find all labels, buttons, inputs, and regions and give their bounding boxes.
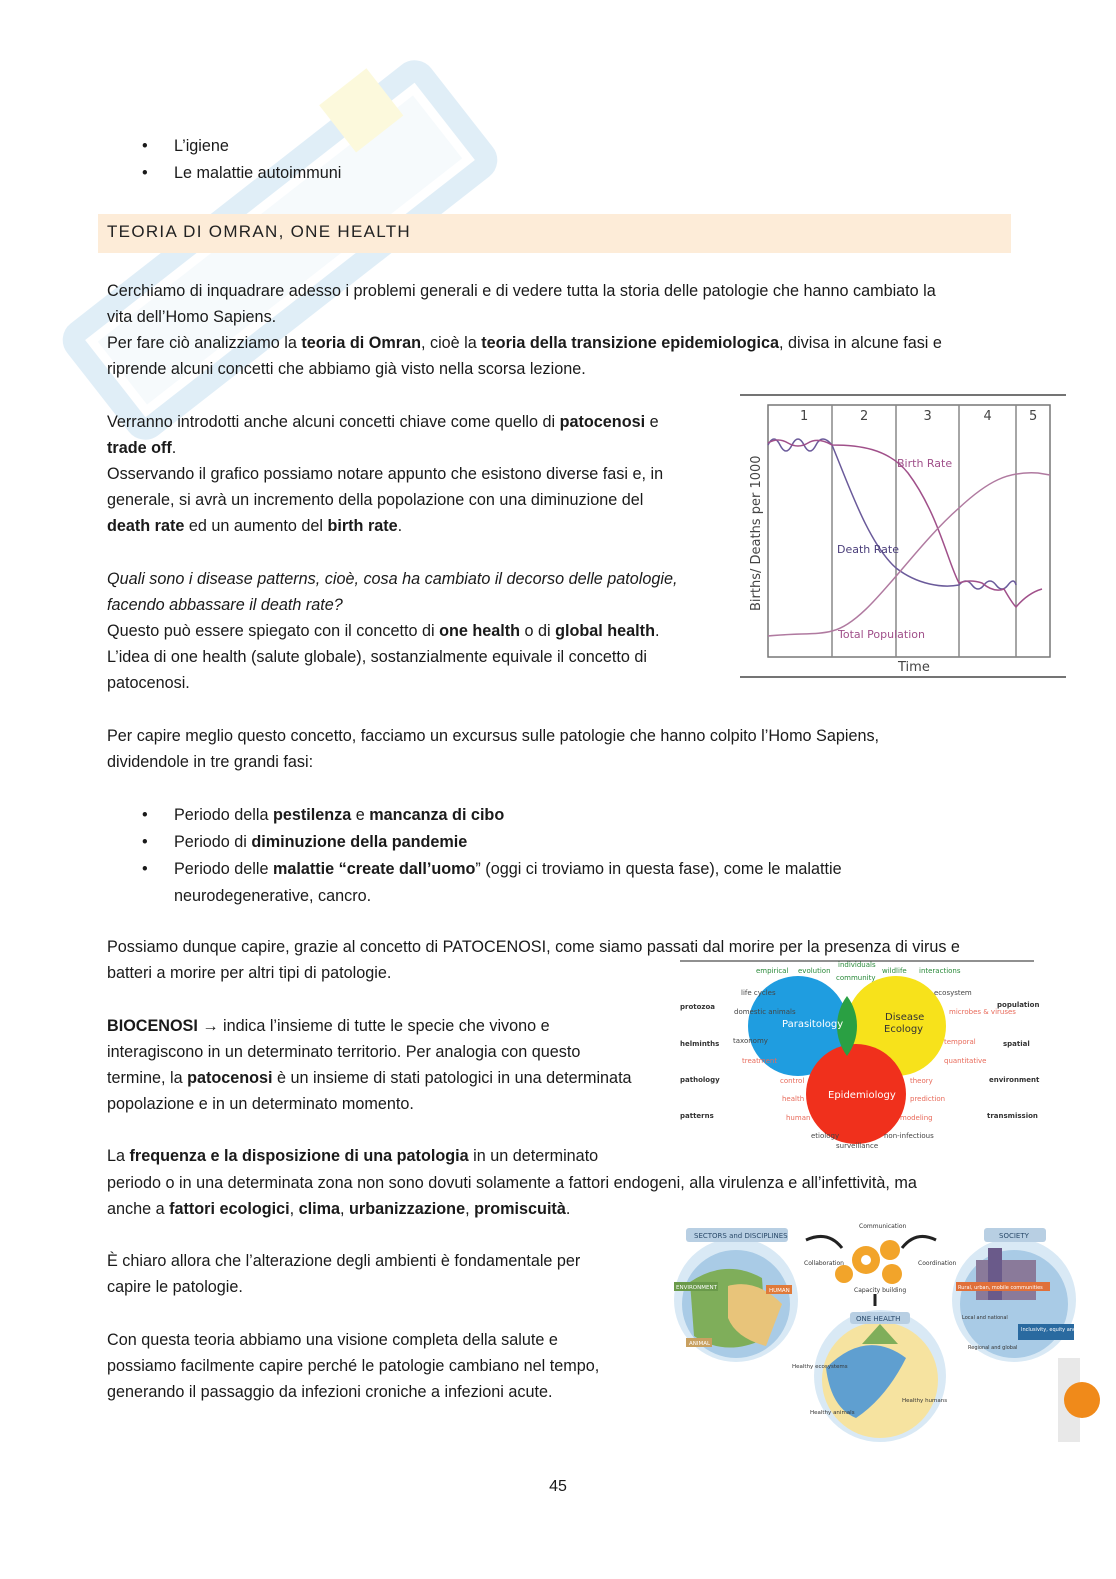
paragraph-onehealth-line1: Questo può essere spiegato con il concetto di one health o di global health. <box>107 622 660 640</box>
venn-left-patterns: patterns <box>680 1112 714 1120</box>
venn-control: control <box>780 1077 805 1085</box>
paragraph-biocenosi-line1: BIOCENOSI → indica l’insieme di tutte le specie che vivono e <box>107 1017 550 1035</box>
paragraph-biocenosi-line4: popolazione e in un determinato momento. <box>107 1095 414 1113</box>
venn-temporal: temporal <box>944 1038 976 1046</box>
label-communication: Communication <box>859 1223 907 1230</box>
venn-health: health <box>782 1095 805 1103</box>
venn-life-cycles: life cycles <box>741 989 776 997</box>
bullet-malattie-autoimmuni: • Le malattie autoimmuni <box>142 164 342 182</box>
label-sectors: SECTORS and DISCIPLINES <box>694 1232 788 1240</box>
paragraph-biocenosi-line2: interagiscono in un determinato territorio. Per analogia con questo <box>107 1043 581 1061</box>
y-axis-label: Births/ Deaths per 1000 <box>749 455 764 611</box>
venn-right-environment: environment <box>989 1076 1040 1084</box>
venn-right-transmission: transmission <box>987 1112 1038 1120</box>
venn-quantitative: quantitative <box>944 1057 987 1065</box>
one-health-illustration <box>666 1218 1095 1446</box>
omran-transition-chart <box>738 393 1068 679</box>
arrow-left-icon <box>806 1236 842 1248</box>
bullet-phase-1: • Periodo della pestilenza e mancanza di cibo <box>142 806 505 824</box>
label-one-health: ONE HEALTH <box>856 1315 901 1323</box>
paragraph-patocenosi-line3: Osservando il grafico possiamo notare appunto che esistono diverse fasi e, in <box>107 465 664 483</box>
label-rural: Rural, urban, mobile communities <box>958 1285 1043 1291</box>
phase-label-2: 2 <box>860 409 869 424</box>
paragraph-onehealth-line3: patocenosi. <box>107 674 190 692</box>
label-capacity: Capacity building <box>854 1287 907 1294</box>
arrow-right-icon <box>902 1236 936 1248</box>
venn-label-epidemiology: Epidemiology <box>828 1090 896 1101</box>
label-birth-rate: Birth Rate <box>897 457 953 470</box>
paragraph-onehealth-line2: L’idea di one health (salute globale), sostanzialmente equivale il concetto di <box>107 648 647 666</box>
paragraph-biocenosi-line3: termine, la patocenosi è un insieme di stati patologici in una determinata <box>107 1069 632 1087</box>
x-axis-label: Time <box>898 660 930 675</box>
section-header <box>98 214 1011 253</box>
series-total-population <box>768 473 1050 636</box>
paragraph-excursus-line2: dividendole in tre grandi fasi: <box>107 753 314 771</box>
venn-left-protozoa: protozoa <box>680 1003 716 1011</box>
venn-ecosystem: ecosystem <box>934 989 972 997</box>
paragraph-conclusione-line1: Con questa teoria abbiamo una visione completa della salute e <box>107 1331 558 1349</box>
venn-prediction: prediction <box>910 1095 946 1103</box>
paragraph-patocenosi-line5: death rate ed un aumento del birth rate. <box>107 517 403 535</box>
venn-top-community: community <box>836 974 876 982</box>
phase-label-4: 4 <box>983 409 992 424</box>
label-animal: ANIMAL <box>689 1341 711 1347</box>
venn-right-population: population <box>997 1001 1040 1009</box>
phase-label-3: 3 <box>923 409 932 424</box>
venn-top-empirical: empirical <box>756 967 789 975</box>
venn-etiology: etiology <box>811 1132 840 1140</box>
venn-surveillance: surveillance <box>836 1142 879 1150</box>
phase-label-1: 1 <box>800 409 809 424</box>
bullet-igiene: • L’igiene <box>142 137 229 155</box>
venn-treatment: treatment <box>742 1057 778 1065</box>
paragraph-intro-line1: Cerchiamo di inquadrare adesso i problemi generali e di vedere tutta la storia delle patologie che hanno cambiato la <box>107 282 936 300</box>
paragraph-patocenosi-line2: trade off. <box>107 439 177 457</box>
venn-modeling: modeling <box>900 1114 933 1122</box>
paragraph-patocenosi-concept-line2: batteri a morire per altri tipi di patologie. <box>107 964 392 982</box>
venn-microbes: microbes & viruses <box>949 1008 1016 1016</box>
label-environment: ENVIRONMENT <box>676 1285 717 1291</box>
venn-left-helminths: helminths <box>680 1040 720 1048</box>
label-death-rate: Death Rate <box>837 543 899 556</box>
venn-taxonomy: taxonomy <box>733 1037 768 1045</box>
venn-theory: theory <box>910 1077 933 1085</box>
section-title: TEORIA DI OMRAN, ONE HEALTH <box>107 222 411 241</box>
venn-label-disease-ecology-2: Ecology <box>884 1024 924 1035</box>
venn-left-pathology: pathology <box>680 1076 720 1084</box>
label-healthy-ecosystems: Healthy ecosystems <box>792 1364 848 1370</box>
paragraph-conclusione-line3: generando il passaggio da infezioni croniche a infezioni acute. <box>107 1383 553 1401</box>
page-number: 45 <box>549 1478 567 1495</box>
paragraph-frequenza-line1: La frequenza e la disposizione di una patologia in un determinato <box>107 1147 599 1165</box>
paragraph-question-line2: facendo abbassare il death rate? <box>107 596 343 614</box>
paragraph-excursus-line1: Per capire meglio questo concetto, facciamo un excursus sulle patologie che hanno colpito l’Homo Sapiens, <box>107 727 880 745</box>
chart-plot-area <box>768 405 1050 657</box>
paragraph-ambienti-line2: capire le patologie. <box>107 1278 243 1296</box>
phase-label-5: 5 <box>1029 409 1038 424</box>
bullet-phase-2: • Periodo di diminuzione della pandemie <box>142 833 468 851</box>
venn-non-infectious: non-infectious <box>884 1132 934 1140</box>
venn-label-parasitology: Parasitology <box>782 1019 844 1030</box>
venn-diagram <box>676 958 1040 1150</box>
venn-domestic-animals: domestic animals <box>734 1008 796 1016</box>
label-collaboration: Collaboration <box>804 1260 844 1267</box>
paragraph-intro-line4: riprende alcuni concetti che abbiamo già visto nella scorsa lezione. <box>107 360 586 378</box>
paragraph-frequenza-line2: periodo o in una determinata zona non sono dovuti solamente a fattori endogeni, alla virulenza e all’infettività, ma <box>107 1174 917 1192</box>
paragraph-intro-line3: Per fare ciò analizziamo la teoria di Omran, cioè la teoria della transizione epidemiologica, divisa in alcune fasi e <box>107 334 942 352</box>
venn-top-interactions: interactions <box>919 967 961 975</box>
paragraph-intro-line2: vita dell’Homo Sapiens. <box>107 308 277 326</box>
label-inclusivity: Inclusivity, equity and access <box>1021 1327 1095 1333</box>
label-healthy-animals: Healthy animals <box>810 1410 855 1416</box>
paragraph-question-line1: Quali sono i disease patterns, cioè, cosa ha cambiato il decorso delle patologie, <box>107 570 678 588</box>
series-death-rate <box>768 439 1016 589</box>
paragraph-frequenza-line3: anche a fattori ecologici, clima, urbanizzazione, promiscuità. <box>107 1200 571 1218</box>
venn-top-evolution: evolution <box>798 967 831 975</box>
paragraph-ambienti-line1: È chiaro allora che l’alterazione degli ambienti è fondamentale per <box>107 1252 581 1270</box>
paragraph-conclusione-line2: possiamo facilmente capire perché le patologie cambiano nel tempo, <box>107 1357 600 1375</box>
label-healthy-humans: Healthy humans <box>902 1398 948 1404</box>
label-total-population: Total Population <box>838 628 925 641</box>
label-regional: Regional and global <box>968 1345 1018 1351</box>
label-society: SOCIETY <box>999 1232 1029 1240</box>
venn-top-individuals: individuals <box>838 961 876 969</box>
label-human: HUMAN <box>769 1288 790 1294</box>
venn-right-spatial: spatial <box>1003 1040 1030 1048</box>
bullet-phase-3: • Periodo delle malattie “create dall’uomo” (oggi ci troviamo in questa fase), come le malattie neurodegenerative, cancro. <box>142 860 842 905</box>
label-coordination: Coordination <box>918 1260 957 1267</box>
venn-label-disease-ecology-1: Disease <box>885 1012 925 1023</box>
paragraph-patocenosi-line4: generale, si avrà un incremento della popolazione con una diminuzione del <box>107 491 644 509</box>
venn-human: human <box>786 1114 811 1122</box>
paragraph-patocenosi-concept-line1: Possiamo dunque capire, grazie al concetto di PATOCENOSI, come siamo passati dal morire per la presenza di virus e <box>107 938 960 956</box>
label-local: Local and national <box>962 1315 1008 1321</box>
venn-top-wildlife: wildlife <box>882 967 907 975</box>
paragraph-patocenosi-line1: Verranno introdotti anche alcuni concetti chiave come quello di patocenosi e <box>107 413 659 431</box>
